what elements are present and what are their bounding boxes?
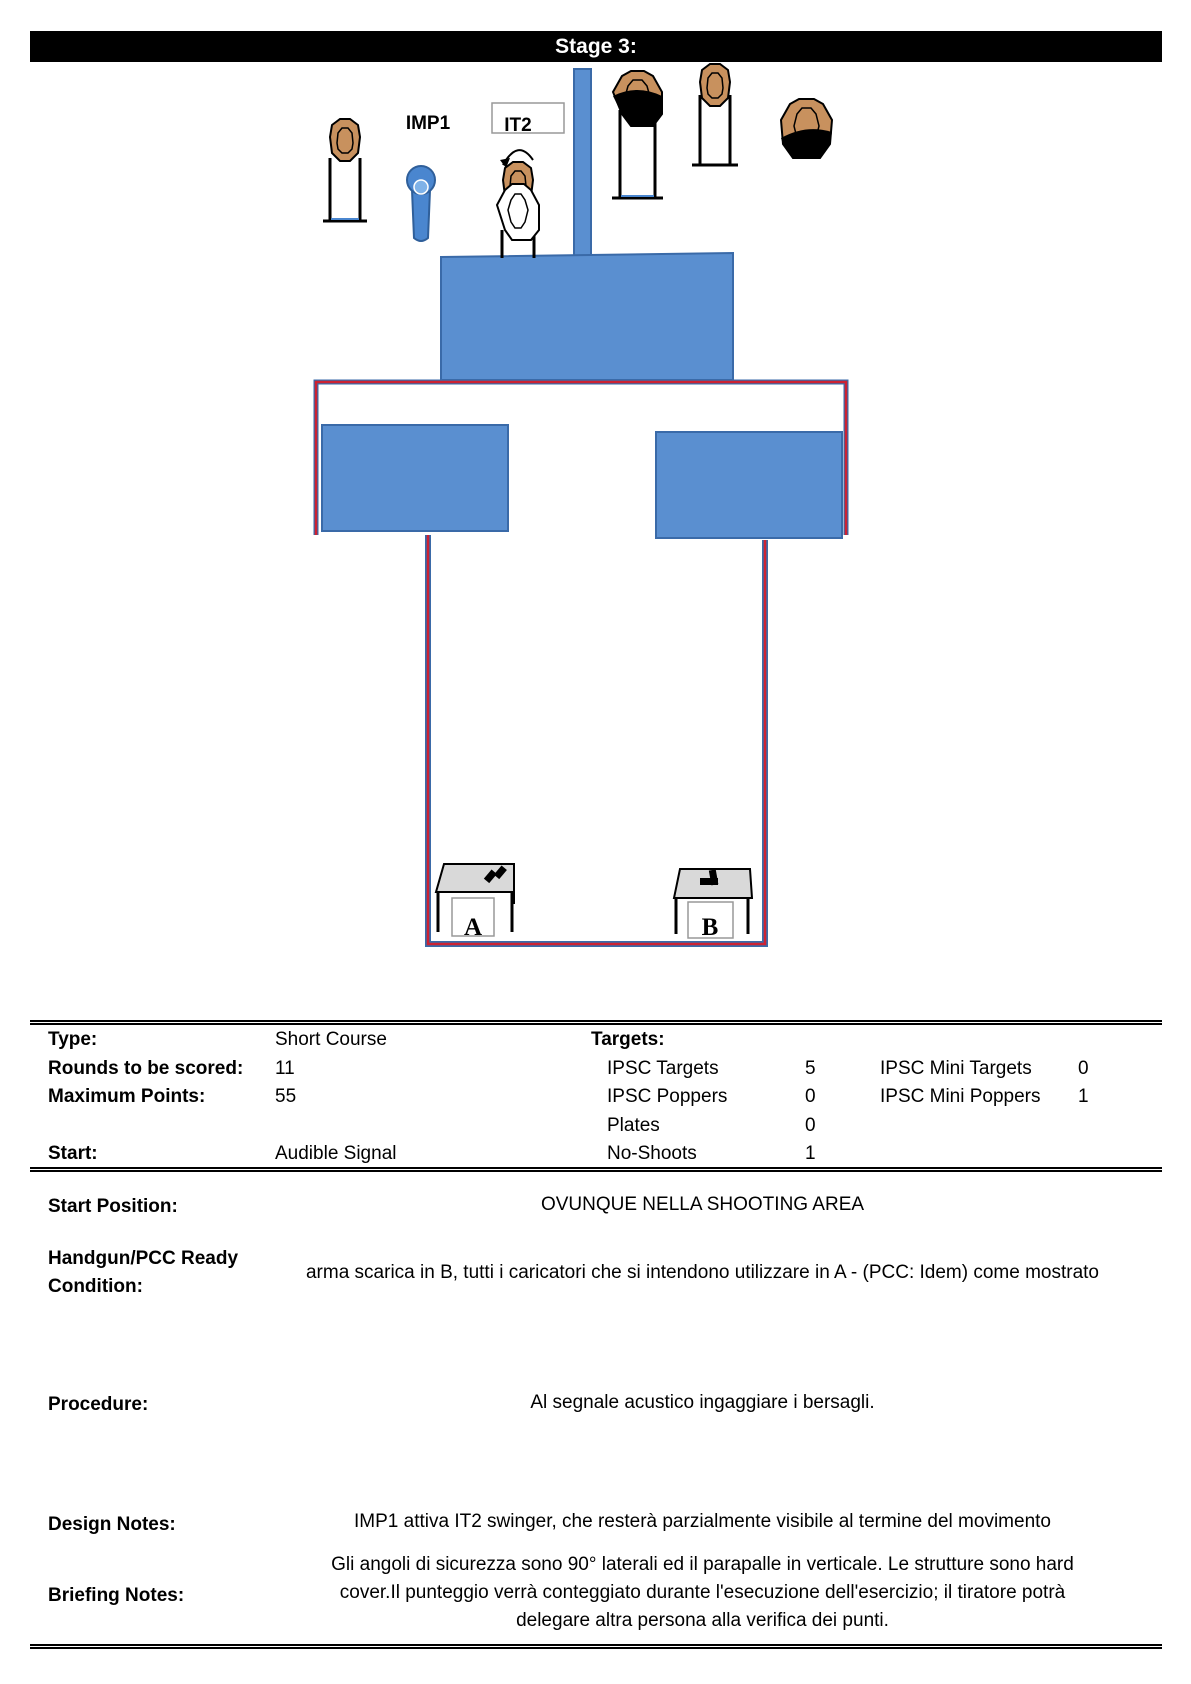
table-b-label: B	[701, 914, 719, 941]
label-imp1: IMP1	[405, 113, 451, 134]
type-label: Type:	[48, 1029, 98, 1050]
ready-condition-value: arma scarica in B, tutti i caricatori che si intendono utilizzare in A - (PCC: Idem) come mostrato	[305, 1262, 1100, 1283]
type-value: Short Course	[275, 1029, 387, 1050]
summary-bottom-rule	[30, 1167, 1162, 1172]
points-label: Maximum Points:	[48, 1086, 206, 1107]
wall-top-vertical	[574, 69, 591, 259]
wall-left	[322, 425, 508, 531]
start-value: Audible Signal	[275, 1143, 397, 1164]
ipsc-target-4	[692, 64, 738, 165]
rounds-value: 11	[275, 1058, 295, 1079]
start-position-label: Start Position:	[48, 1196, 178, 1217]
start-position-value: OVUNQUE NELLA SHOOTING AREA	[540, 1194, 865, 1215]
ipsc-target-1	[323, 119, 367, 222]
targets-poppers-name: IPSC Poppers	[607, 1086, 728, 1107]
start-label: Start:	[48, 1143, 98, 1164]
targets-plates-count: 0	[805, 1115, 816, 1136]
targets-label: Targets:	[591, 1029, 665, 1050]
stage-title: Stage 3:	[30, 31, 1162, 62]
ipsc-target-3	[612, 71, 663, 198]
briefing-notes-value	[270, 1551, 1135, 1635]
mini-poppers-count: 1	[1078, 1086, 1089, 1107]
mini-popper-imp1	[407, 166, 435, 241]
mini-targets-name: IPSC Mini Targets	[880, 1058, 1032, 1079]
ready-condition-label-1: Handgun/PCC Ready	[48, 1248, 239, 1269]
mini-targets-count: 0	[1078, 1058, 1089, 1079]
targets-ipsc-count: 5	[805, 1058, 816, 1079]
wall-right	[656, 432, 842, 538]
label-it2: IT2	[504, 115, 532, 136]
mini-poppers-name: IPSC Mini Poppers	[880, 1086, 1041, 1107]
briefing-line-3: delegare altra persona alla verifica dei punti.	[516, 1610, 889, 1631]
targets-ipsc-name: IPSC Targets	[607, 1058, 719, 1079]
rounds-label: Rounds to be scored:	[48, 1058, 244, 1079]
briefing-line-2: cover.Il punteggio verrà conteggiato durante l'esecuzione dell'esercizio; il tiratore potrà	[339, 1582, 1066, 1603]
targets-poppers-count: 0	[805, 1086, 816, 1107]
page-bottom-rule	[30, 1644, 1162, 1649]
table-a[interactable]	[436, 864, 514, 941]
summary-top-rule	[30, 1020, 1162, 1025]
table-a-label: A	[463, 914, 483, 941]
briefing-notes-label: Briefing Notes:	[48, 1585, 185, 1606]
ready-condition-label-2: Condition:	[48, 1276, 143, 1297]
procedure-label: Procedure:	[48, 1394, 149, 1415]
table-b[interactable]	[674, 869, 752, 941]
design-notes-label: Design Notes:	[48, 1514, 176, 1535]
targets-noshoots-name: No-Shoots	[607, 1143, 697, 1164]
points-value: 55	[275, 1086, 297, 1107]
briefing-line-1: Gli angoli di sicurezza sono 90° laterali ed il parapalle in verticale. Le strutture sono hard	[331, 1554, 1074, 1575]
targets-plates-name: Plates	[607, 1115, 660, 1136]
ipsc-target-5	[781, 99, 832, 158]
design-notes-value: IMP1 attiva IT2 swinger, che resterà parzialmente visibile al termine del movimento	[354, 1511, 1051, 1532]
targets-noshoots-count: 1	[805, 1143, 816, 1164]
procedure-value: Al segnale acustico ingaggiare i bersagli.	[530, 1392, 875, 1413]
wall-top-block	[441, 253, 733, 380]
